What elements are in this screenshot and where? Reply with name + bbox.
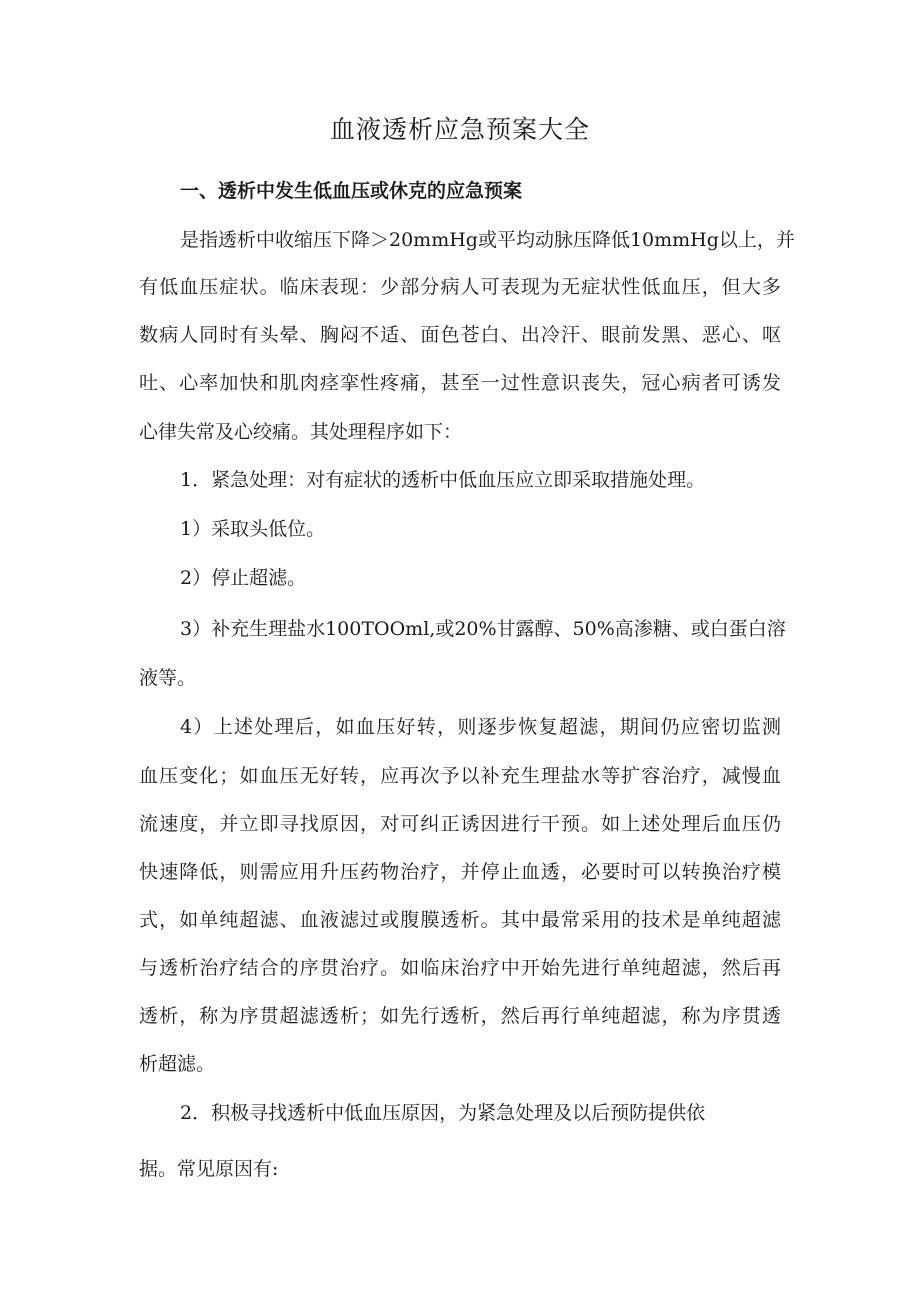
paragraph-line: 据。常见原因有: (139, 1158, 279, 1180)
paragraph-line: 快速降低，则需应用升压药物治疗，并停止血透，必要时可以转换治疗模 (139, 861, 781, 883)
paragraph-line: 血压变化；如血压无好转，应再次予以补充生理盐水等扩容治疗，减慢血 (139, 765, 781, 787)
paragraph-line: 是指透析中收缩压下降＞20mmHg或平均动脉压降低10mmHg以上，并 (180, 229, 795, 251)
paragraph-line: 吐、心率加快和肌肉痉挛性疼痛，甚至一过性意识丧失，冠心病者可诱发 (139, 372, 781, 394)
sub-item-2: 2）停止超滤。 (180, 567, 307, 589)
sub-item-1: 1）采取头低位。 (180, 518, 326, 540)
list-item-1: 1．紧急处理：对有症状的透析中低血压应立即采取措施处理。 (180, 469, 706, 491)
section-heading: 一、透析中发生低血压或休克的应急预案 (180, 180, 523, 202)
paragraph-line: 心律失常及心绞痛。其处理程序如下： (139, 421, 463, 443)
paragraph-line: 数病人同时有头晕、胸闷不适、面色苍白、出冷汗、眼前发黑、恶心、呕 (139, 324, 781, 346)
paragraph-line: 透析，称为序贯超滤透析；如先行透析，然后再行单纯超滤，称为序贯透 (139, 1005, 781, 1027)
document-title: 血液透析应急预案大全 (329, 115, 590, 144)
sub-item-4: 4）上述处理后，如血压好转，则逐步恢复超滤，期间仍应密切监测 (180, 716, 781, 738)
sub-item-3: 3）补充生理盐水100TOOml,或20%甘露醇、50%高渗糖、或白蛋白溶 (180, 618, 786, 640)
paragraph-line: 流速度，并立即寻找原因，对可纠正诱因进行干预。如上述处理后血压仍 (139, 813, 781, 835)
paragraph-line: 式，如单纯超滤、血液滤过或腹膜透析。其中最常采用的技术是单纯超滤 (139, 909, 781, 931)
paragraph-line: 液等。 (139, 667, 197, 689)
paragraph-line: 与透析治疗结合的序贯治疗。如临床治疗中开始先进行单纯超滤，然后再 (139, 957, 781, 979)
paragraph-line: 析超滤。 (139, 1053, 216, 1075)
paragraph-line: 有低血压症状。临床表现：少部分病人可表现为无症状性低血压，但大多 (139, 276, 781, 298)
list-item-2: 2．积极寻找透析中低血压原因，为紧急处理及以后预防提供依 (180, 1102, 706, 1124)
